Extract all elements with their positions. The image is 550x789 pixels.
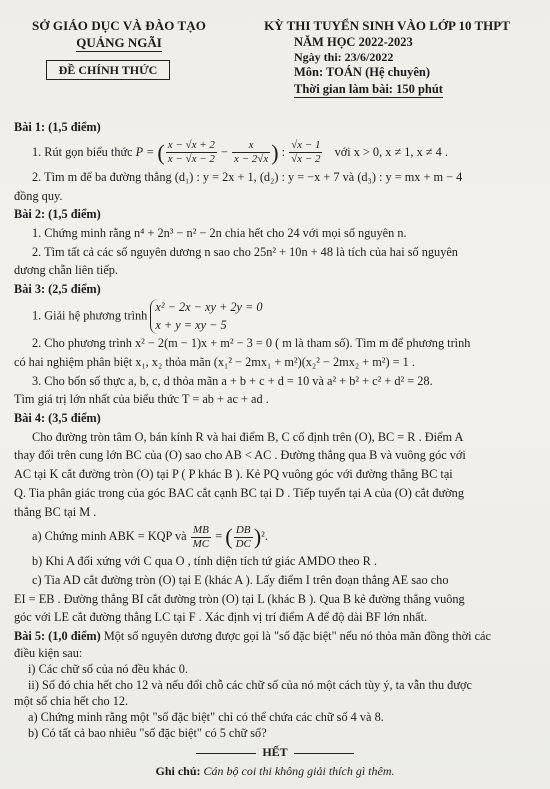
problem-5-part-a: a) Chứng minh rằng một "số đặc biệt" chỉ có thể chứa các chữ số 4 và 8. xyxy=(28,709,384,724)
problem-5-condition-2: ii) Số đó chia hết cho 12 và nếu đổi chỗ các chữ số của nó một cách tùy ý, ta vẫn thu được xyxy=(28,677,472,692)
duration: Thời gian làm bài: 150 phút xyxy=(294,82,443,96)
problem-3-title: Bài 3: (2,5 điểm) xyxy=(14,281,101,296)
p4a-frac-1: $\frac{MB}{MC}$ xyxy=(192,523,210,550)
p1q1-frac-1: $\frac{x - √x + 2}{x - √x - 2}$ xyxy=(167,139,215,166)
exam-info-block xyxy=(232,18,542,98)
problem-3-part-3-cont: Tìm giá trị lớn nhất của biểu thức T = ab + ac + ad . xyxy=(14,392,269,407)
problem-3-part-2-cont: có hai nghiệm phân biệt x₁, x₂ thỏa mãn (x₁² − 2mx₁ + m²)(x₂² − 2mx₂ + m²) = 1 . xyxy=(14,355,415,370)
problem-2-title: Bài 2: (1,5 điểm) xyxy=(14,207,101,222)
problem-5-intro xyxy=(14,627,538,646)
p1q1-label: 1. Rút gọn biểu thức xyxy=(32,144,133,159)
problem-4-part-b: b) Khi A đối xứng với C qua O , tính diện tích tứ giác AMDO theo R . xyxy=(32,554,377,569)
problem-4-intro-1: Cho đường tròn tâm O, bán kính R và hai điểm B, C cố định trên (O), BC = R . Điểm A xyxy=(32,429,464,444)
issuer-block xyxy=(14,18,224,52)
exam-date: Ngày thi: 23/6/2022 xyxy=(294,50,394,64)
p1q1-condition: với x > 0, x ≠ 1, x ≠ 4 . xyxy=(334,144,448,159)
problem-4-intro-2: thay đổi trên cung lớn BC của (O) sao cho AB < AC . Đường thẳng qua B và vuông góc với xyxy=(14,448,466,463)
problem-5-intro-cont: điều kiện sau: xyxy=(14,645,83,660)
problem-5-condition-2-cont: một số chia hết cho 12. xyxy=(14,693,129,708)
problem-5-intro-text: Một số nguyên dương được gọi là "số đặc biệt" nếu nó thỏa mãn đồng thời các xyxy=(100,629,491,644)
note-label: Ghi chú: xyxy=(155,764,201,778)
problem-4-intro-4: Q. Tia phân giác trong của góc BAC cắt cạnh BC tại D . Tiếp tuyến tại A của (O) cắt đường xyxy=(14,485,464,500)
problem-2-part-1: 1. Chứng minh rằng n⁴ + 2n³ − n² − 2n chia hết cho 24 với mọi số nguyên n. xyxy=(32,225,407,240)
problem-1-part-1: 1. Rút gọn biểu thức P = ( $\frac{x - √x + 2}{x - √x - 2}$ − $\frac{x}{x - 2√x}$ ) : $\frac{√x - 1}{√x - 2}$ với x > 0, x ≠ 1, x ≠ 4 . xyxy=(32,139,448,166)
end-text: HẾT xyxy=(262,745,288,759)
p1q1-frac-2: $\frac{x}{x - 2√x}$ xyxy=(234,139,269,166)
problem-5-title: Bài 5: (1,0 điểm) xyxy=(14,629,101,644)
equation-2: x + y = xy − 5 xyxy=(155,317,227,332)
problem-4-intro-5: thẳng BC tại M . xyxy=(14,504,97,519)
problem-4-part-a: a) Chứng minh ABK = KQP và $\frac{MB}{MC}$ = ( $\frac{DB}{DC}$ )². xyxy=(32,523,268,550)
exam-content xyxy=(14,118,538,742)
note-text: Cán bộ coi thi không giải thích gì thêm. xyxy=(200,764,395,778)
official-stamp-box: ĐỀ CHÍNH THỨC xyxy=(46,60,170,80)
problem-4-intro-3: AC tại K cắt đường tròn (O) tại P ( P khác B ). Kẻ PQ vuông góc với đường thẳng BC tại xyxy=(14,467,453,482)
subject: Môn: TOÁN (Hệ chuyên) xyxy=(294,65,430,79)
end-marker xyxy=(0,745,550,760)
exam-title: KỲ THI TUYỂN SINH VÀO LỚP 10 THPT xyxy=(264,18,510,33)
p1q1-frac-3: $\frac{√x - 1}{√x - 2}$ xyxy=(291,139,321,166)
problem-1-part-2-cont: đồng quy. xyxy=(14,188,63,203)
problem-3-part-3: 3. Cho bốn số thực a, b, c, d thỏa mãn a + b + c + d = 10 và a² + b² + c² + d² = 28. xyxy=(32,373,433,388)
p1q1-P: P = xyxy=(135,144,158,159)
equation-system xyxy=(150,299,262,335)
p4a-frac-2: $\frac{DB}{DC}$ xyxy=(235,523,251,550)
department-name: SỞ GIÁO DỤC VÀ ĐÀO TẠO xyxy=(32,18,206,33)
p4a-text: a) Chứng minh ABK = KQP và xyxy=(32,529,187,544)
equation-1: x² − 2x − xy + 2y = 0 xyxy=(155,299,263,314)
problem-4-title: Bài 4: (3,5 điểm) xyxy=(14,411,101,426)
problem-1-part-2: 2. Tìm m để ba đường thẳng (d₁) : y = 2x + 1, (d₂) : y = −x + 7 và (d₃) : y = mx + m − 4 xyxy=(32,169,463,184)
province-name: QUẢNG NGÃI xyxy=(76,35,162,50)
problem-5-condition-1: i) Các chữ số của nó đều khác 0. xyxy=(28,661,188,676)
problem-3-part-1 xyxy=(14,299,538,335)
footer-note xyxy=(0,764,550,779)
school-year: NĂM HỌC 2022-2023 xyxy=(294,35,413,49)
problem-4-part-c-cont-1: EI = EB . Đường thẳng BI cắt đường tròn (O) tại L (khác B ). Qua B kẻ đường thẳng vuông xyxy=(14,591,465,606)
problem-4-part-c: c) Tia AD cắt đường tròn (O) tại E (khác A ). Lấy điểm I trên đoạn thẳng AE sao cho xyxy=(32,573,449,588)
problem-2-part-2-cont: dương chẵn liên tiếp. xyxy=(14,263,119,278)
problem-1-title: Bài 1: (1,5 điểm) xyxy=(14,120,101,134)
problem-3-part-2: 2. Cho phương trình x² − 2(m − 1)x + m² − 3 = 0 ( m là tham số). Tìm m để phương trình xyxy=(32,336,471,351)
problem-2-part-2: 2. Tìm tất cả các số nguyên dương n sao cho 25n² + 10n + 48 là tích của hai số nguyên xyxy=(32,244,458,259)
problem-4-part-c-cont-2: góc với LE cắt đường thẳng LC tại F . Xác định vị trí điểm A để độ dài BF lớn nhất. xyxy=(14,610,428,625)
p3q1-label: 1. Giải hệ phương trình xyxy=(32,308,148,323)
problem-5-part-b: b) Có tất cả bao nhiêu "số đặc biệt" có 5 chữ số? xyxy=(28,725,267,740)
